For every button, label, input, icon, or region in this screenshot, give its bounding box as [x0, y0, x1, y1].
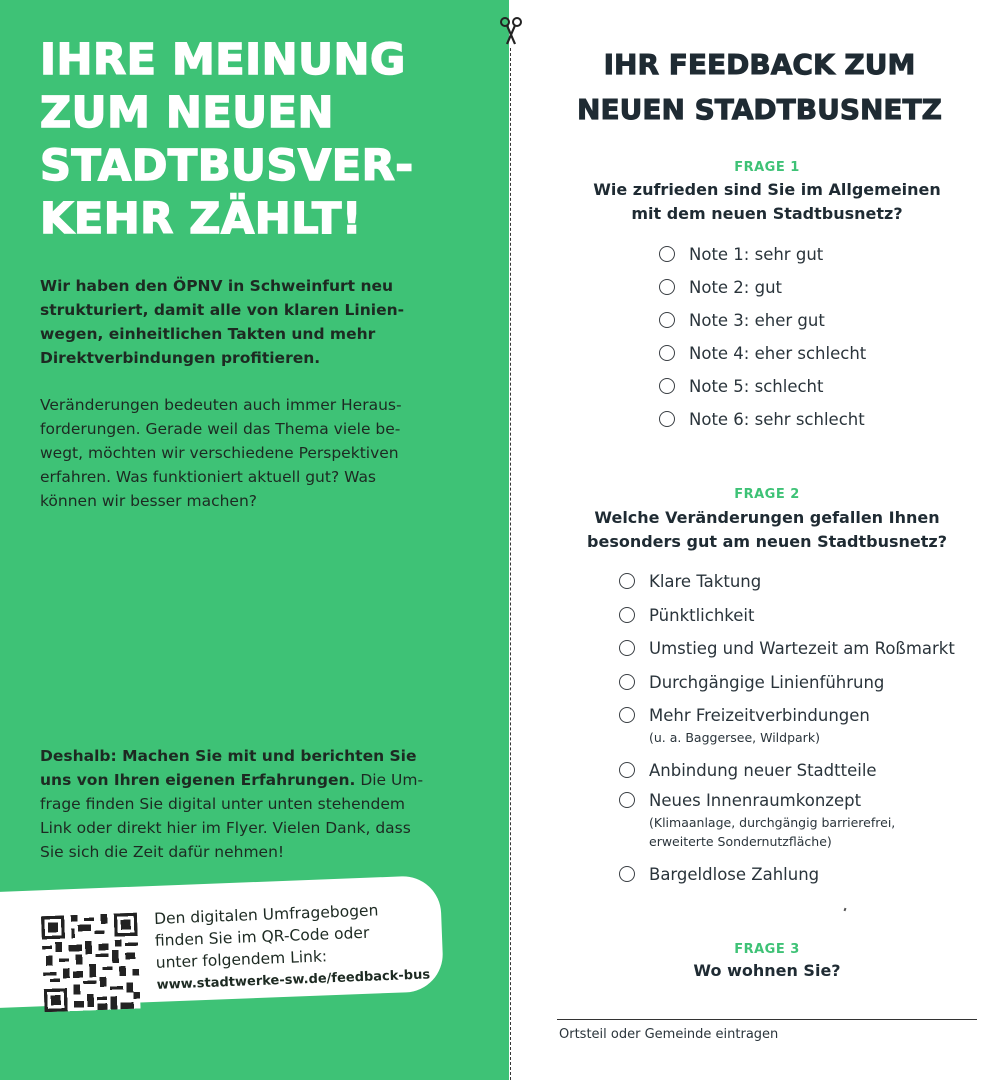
- q2-option[interactable]: Umstieg und Wartezeit am Roßmarkt: [619, 639, 955, 658]
- qr-card: [0, 875, 444, 1009]
- q2-option[interactable]: Mehr Freizeitverbindungen (u. a. Baggersee, Wildpark): [619, 706, 870, 747]
- q2-option[interactable]: Anbindung neuer Stadtteile: [619, 761, 877, 780]
- q2-option[interactable]: Neues Innenraumkonzept (Klimaanlage, durchgängig barrierefrei, erweiterte Sondernutzfläche): [619, 791, 895, 851]
- radio-button[interactable]: [619, 792, 635, 808]
- qr-description: Den digitalen Umfragebogen finden Sie im QR-Code oder unter folgendem Link:: [153, 901, 379, 972]
- radio-button[interactable]: [659, 279, 675, 295]
- residence-input-line[interactable]: [557, 1019, 977, 1020]
- option-note: (Klimaanlage, durchgängig barrierefrei, erweiterte Sondernutzfläche): [649, 815, 896, 849]
- radio-button[interactable]: [659, 378, 675, 394]
- radio-button[interactable]: [619, 640, 635, 656]
- form-title: IHR FEEDBACK ZUM NEUEN STADTBUSNETZ: [577, 48, 942, 126]
- headline: IHRE MEINUNG ZUM NEUEN STADTBUSVER- KEHR ZÄHLT!: [40, 35, 414, 244]
- q2-option[interactable]: Pünktlichkeit: [619, 606, 754, 625]
- q1-option[interactable]: Note 3: eher gut: [659, 311, 825, 330]
- q1-option[interactable]: Note 2: gut: [659, 278, 782, 297]
- cta-bold-text: Deshalb: Machen Sie mit und berichten Sie uns von Ihren eigenen Erfahrungen.: [40, 747, 417, 789]
- question-2-label: FRAGE 2: [734, 487, 800, 502]
- q2-option[interactable]: Bargeldlose Zahlung: [619, 865, 819, 884]
- call-to-action: [40, 744, 450, 864]
- cta-text: Die Um- frage finden Sie digital unter unten stehendem Link oder direkt hier im Flyer. Vielen Dank, dass Sie sich die Zeit dafür nehmen!: [40, 771, 424, 861]
- radio-button[interactable]: [659, 345, 675, 361]
- question-1-label: FRAGE 1: [734, 160, 800, 175]
- radio-button[interactable]: [659, 246, 675, 262]
- radio-button[interactable]: [659, 411, 675, 427]
- q2-option[interactable]: Klare Taktung: [619, 572, 761, 591]
- option-note: (u. a. Baggersee, Wildpark): [649, 730, 820, 745]
- cut-line: [510, 48, 511, 1080]
- q1-option[interactable]: Note 5: schlecht: [659, 377, 823, 396]
- feedback-form: [513, 0, 1006, 1080]
- radio-button[interactable]: [619, 866, 635, 882]
- radio-button[interactable]: [619, 762, 635, 778]
- survey-link[interactable]: www.stadtwerke-sw.de/feedback-bus: [156, 967, 431, 993]
- qr-code-icon[interactable]: [41, 913, 141, 1013]
- q1-option[interactable]: Note 6: sehr schlecht: [659, 410, 865, 429]
- question-2-text: Welche Veränderungen gefallen Ihnen besonders gut am neuen Stadtbusnetz?: [587, 508, 947, 551]
- radio-button[interactable]: [619, 607, 635, 623]
- residence-input-hint: Ortsteil oder Gemeinde eintragen: [559, 1027, 779, 1042]
- radio-button[interactable]: [619, 707, 635, 723]
- question-1-text: Wie zufrieden sind Sie im Allgemeinen mit dem neuen Stadtbusnetz?: [593, 180, 941, 223]
- radio-button[interactable]: [619, 674, 635, 690]
- radio-button[interactable]: [659, 312, 675, 328]
- question-3-label: FRAGE 3: [734, 942, 800, 957]
- q1-option[interactable]: Note 4: eher schlecht: [659, 344, 866, 363]
- q1-option[interactable]: Note 1: sehr gut: [659, 245, 823, 264]
- intro-bold-text: Wir haben den ÖPNV in Schweinfurt neu strukturiert, damit alle von klaren Linien- wegen, einheitlichen Takten und mehr Direktverbindungen profitieren.: [40, 277, 405, 367]
- radio-button[interactable]: [619, 573, 635, 589]
- q2-option[interactable]: Durchgängige Linienführung: [619, 673, 884, 692]
- question-3-text: Wo wohnen Sie?: [693, 961, 841, 980]
- stray-mark: [844, 908, 847, 912]
- intro-text: Veränderungen bedeuten auch immer Heraus- forderungen. Gerade weil das Thema viele be- wegt, möchten wir verschiedene Perspektiven erfahren. Was funktioniert aktuell gut? Was können wir besser machen?: [40, 396, 402, 510]
